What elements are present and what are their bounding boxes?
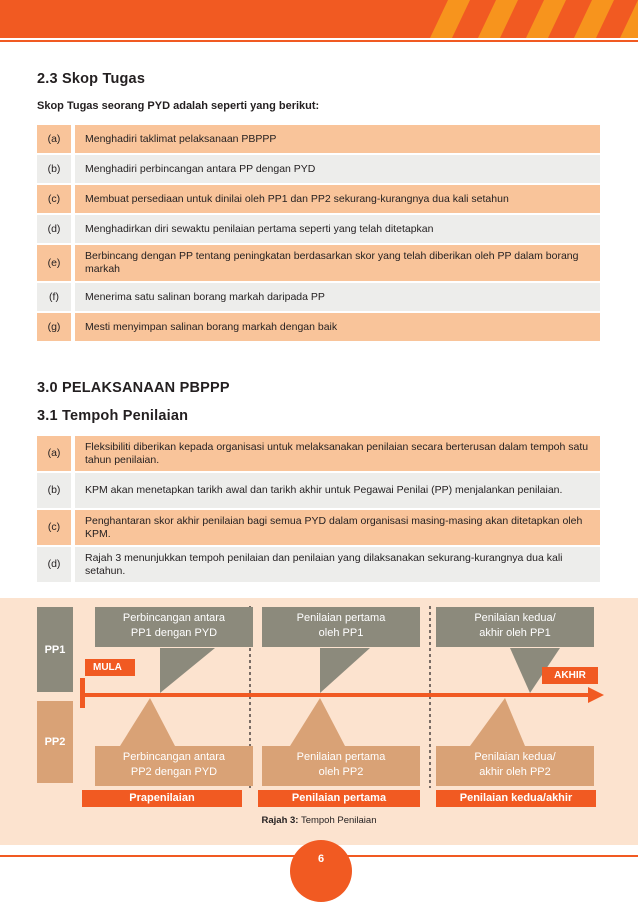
pp1-bubble-tail-1 xyxy=(160,648,215,693)
row-text: Menerima satu salinan borang markah daripada PP xyxy=(71,283,600,311)
caption-text: Tempoh Penilaian xyxy=(298,815,377,826)
row-label: (g) xyxy=(37,313,71,341)
phase-penilaian-kedua: Penilaian kedua/akhir xyxy=(436,790,596,807)
row-label: (e) xyxy=(37,245,71,281)
row-text: Menghadiri taklimat pelaksanaan PBPPP xyxy=(71,125,600,153)
bubble-line: oleh PP2 xyxy=(318,766,364,778)
tempoh-penilaian-table xyxy=(37,434,600,584)
bubble-line: akhir oleh PP2 xyxy=(479,766,551,778)
pp2-bubble-penilaian-pertama xyxy=(262,746,420,786)
table-row xyxy=(37,185,600,213)
pp2-bubble-tail-3 xyxy=(470,698,525,746)
pp2-bubble-penilaian-kedua xyxy=(436,746,594,786)
row-text: Membuat persediaan untuk dinilai oleh PP1 dan PP2 sekurang-kurangnya dua kali setahun xyxy=(71,185,600,213)
table-row xyxy=(37,473,600,508)
page-number: 6 xyxy=(290,840,352,902)
heading-tempoh-penilaian: 3.1 Tempoh Penilaian xyxy=(37,408,189,424)
row-label: (a) xyxy=(37,125,71,153)
pp1-bubble-penilaian-pertama xyxy=(262,607,420,647)
bubble-line: Perbincangan antara xyxy=(122,751,226,763)
table-row xyxy=(37,155,600,183)
bubble-line: Penilaian pertama xyxy=(296,751,386,763)
header-stripes-decoration xyxy=(0,0,638,40)
row-text: Fleksibiliti diberikan kepada organisasi untuk melaksanakan penilaian secara berterusan dalam tempoh satu tahun penilaian. xyxy=(71,436,600,471)
bubble-line: Perbincangan antara xyxy=(122,612,226,624)
pp1-bubble-penilaian-kedua xyxy=(436,607,594,647)
row-label: (c) xyxy=(37,510,71,545)
pp2-label-box: PP2 xyxy=(37,701,73,783)
pp1-label-box: PP1 xyxy=(37,607,73,692)
row-label: (a) xyxy=(37,436,71,471)
pp2-bubble-perbincangan xyxy=(95,746,253,786)
heading-skop-tugas: 2.3 Skop Tugas xyxy=(37,71,146,87)
pp2-bubble-tail-1 xyxy=(120,698,175,746)
row-text: Mesti menyimpan salinan borang markah dengan baik xyxy=(71,313,600,341)
row-text: Menghadiri perbincangan antara PP dengan PYD xyxy=(71,155,600,183)
row-label: (f) xyxy=(37,283,71,311)
phase-prapenilaian: Prapenilaian xyxy=(82,790,242,807)
row-label: (c) xyxy=(37,185,71,213)
table-row xyxy=(37,215,600,243)
table-row xyxy=(37,283,600,311)
row-label: (d) xyxy=(37,215,71,243)
row-label: (d) xyxy=(37,547,71,582)
pp2-bubble-tail-2 xyxy=(290,698,345,746)
bubble-line: oleh PP1 xyxy=(318,627,364,639)
row-text: Menghadirkan diri sewaktu penilaian pertama seperti yang telah ditetapkan xyxy=(71,215,600,243)
pp1-bubble-perbincangan xyxy=(95,607,253,647)
table-row xyxy=(37,245,600,281)
mula-label: MULA xyxy=(85,659,135,676)
heading-pelaksanaan: 3.0 PELAKSANAAN PBPPP xyxy=(37,380,230,396)
skop-tugas-table xyxy=(37,123,600,343)
intro-text: Skop Tugas seorang PYD adalah seperti yang berikut: xyxy=(37,100,320,112)
row-text: KPM akan menetapkan tarikh awal dan tarikh akhir untuk Pegawai Penilai (PP) menjalankan penilaian. xyxy=(71,473,600,508)
header-rule xyxy=(0,40,638,42)
akhir-label: AKHIR xyxy=(542,667,598,684)
bubble-line: akhir oleh PP1 xyxy=(479,627,551,639)
row-text: Berbincang dengan PP tentang peningkatan berdasarkan skor yang telah diberikan oleh PP dalam borang markah xyxy=(71,245,600,281)
row-label: (b) xyxy=(37,473,71,508)
bubble-line: Penilaian kedua/ xyxy=(474,751,556,763)
figure-caption xyxy=(0,815,638,826)
caption-prefix: Rajah 3: xyxy=(261,815,299,826)
table-row xyxy=(37,313,600,341)
pp1-bubble-tail-2 xyxy=(320,648,370,693)
table-row xyxy=(37,436,600,471)
phase-penilaian-pertama: Penilaian pertama xyxy=(258,790,420,807)
row-label: (b) xyxy=(37,155,71,183)
table-row xyxy=(37,125,600,153)
row-text: Rajah 3 menunjukkan tempoh penilaian dan penilaian yang dilaksanakan sekurang-kurangnya dua kali setahun. xyxy=(71,547,600,582)
table-row xyxy=(37,510,600,545)
bubble-line: Penilaian pertama xyxy=(296,612,386,624)
row-text: Penghantaran skor akhir penilaian bagi semua PYD dalam organisasi masing-masing akan ditetapkan oleh KPM. xyxy=(71,510,600,545)
table-row xyxy=(37,547,600,582)
bubble-line: PP1 dengan PYD xyxy=(130,627,218,639)
bubble-line: PP2 dengan PYD xyxy=(130,766,218,778)
timeline-arrow-head xyxy=(588,687,604,703)
bubble-line: Penilaian kedua/ xyxy=(474,612,556,624)
